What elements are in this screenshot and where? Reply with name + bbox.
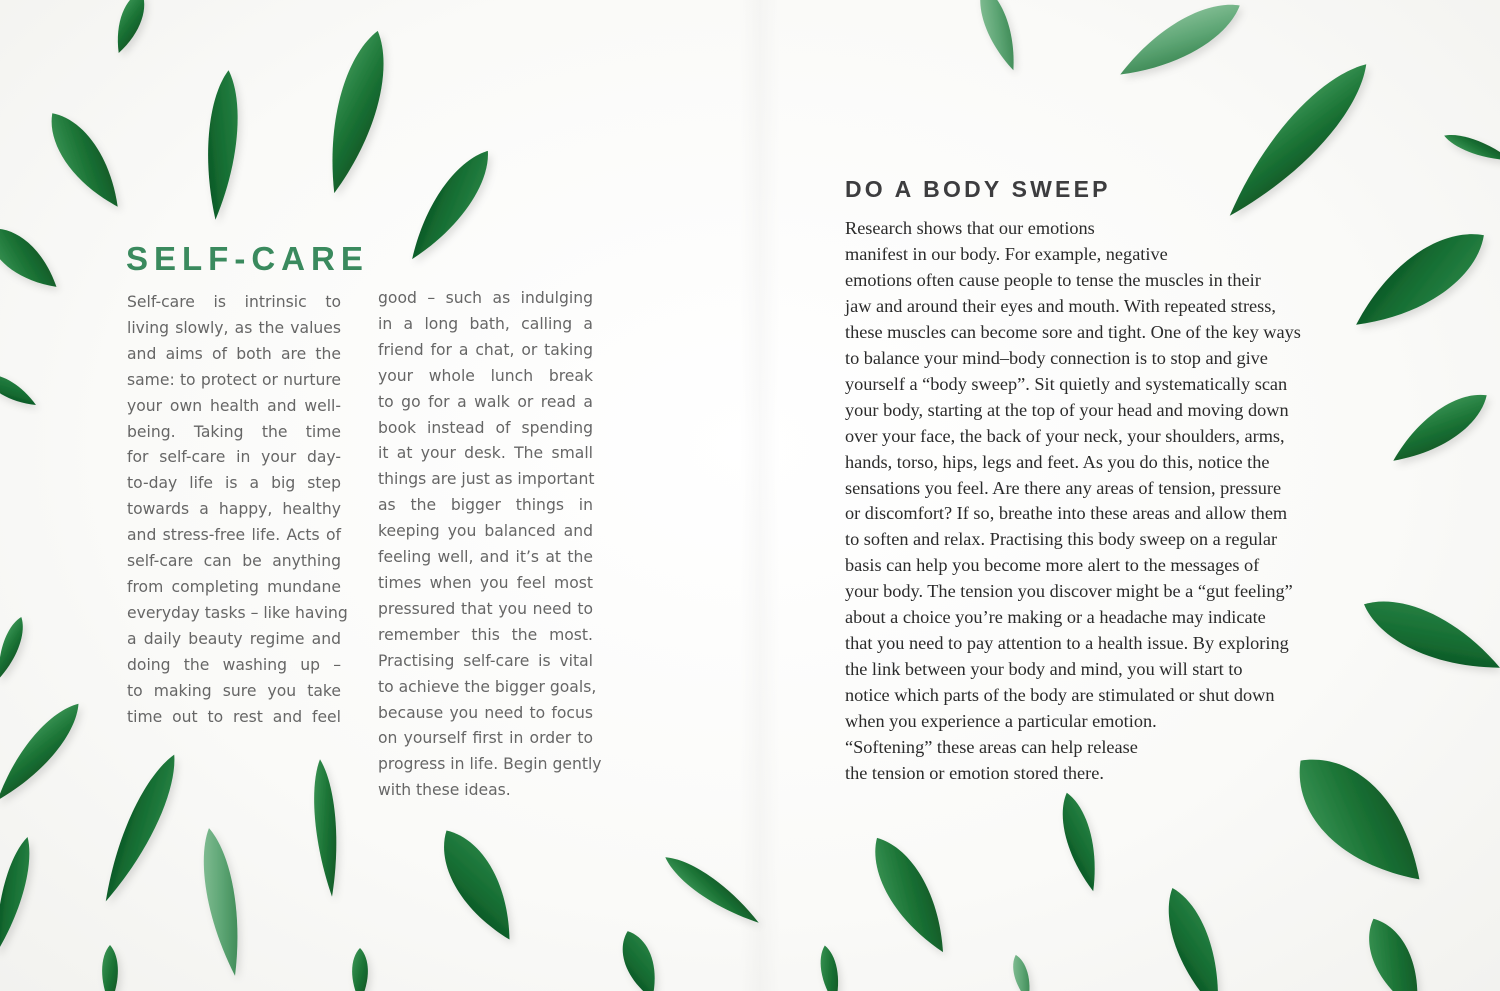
text-line: Research shows that our emotions	[845, 218, 1095, 238]
text-line: and aims of both are the	[127, 344, 341, 363]
text-line: because you need to focus	[378, 703, 593, 722]
leaf-icon	[1215, 51, 1382, 230]
text-line: on yourself first in order to	[378, 729, 593, 748]
text-line: to making sure you take	[127, 681, 341, 700]
text-line: Practising self-care is vital	[378, 651, 593, 670]
text-line: good – such as indulging	[378, 289, 593, 307]
text-line: things are just as important	[378, 470, 595, 489]
text-line: over your face, the back of your neck, your shoulders, arms,	[845, 425, 1285, 446]
text-line: to balance your mind–body connection is to stop and give	[845, 347, 1268, 368]
text-line: pressured that you need to	[378, 599, 593, 618]
text-line: doing the washing up –	[127, 655, 341, 674]
leaf-icon	[399, 142, 501, 268]
leaf-icon	[817, 944, 843, 991]
body-sweep-text	[845, 216, 1335, 787]
text-line: it at your desk. The small	[378, 444, 593, 463]
leaf-icon	[659, 849, 764, 931]
text-line: friend for a chat, or taking	[378, 340, 593, 359]
text-line: to go for a walk or read a	[378, 392, 593, 411]
text-line: the link between your body and mind, you will start to	[845, 659, 1243, 680]
text-line: to achieve the bigger goals,	[378, 677, 597, 696]
leaf-icon	[0, 695, 89, 809]
leaf-icon	[0, 368, 40, 412]
text-line: your body. The tension you discover might be a “gut feeling”	[845, 581, 1293, 602]
text-line: sensations you feel. Are there any areas of tension, pressure	[845, 477, 1282, 498]
text-line: your own health and well-	[127, 396, 341, 415]
leaf-icon	[0, 217, 67, 299]
text-line: about a choice you’re making or a headache may indicate	[845, 607, 1266, 628]
text-line: Self-care is intrinsic to	[127, 293, 341, 311]
text-line: yourself a “body sweep”. Sit quietly and systematically scan	[845, 373, 1288, 394]
text-line: keeping you balanced and	[378, 522, 593, 541]
leaf-icon	[38, 104, 131, 217]
leaf-icon	[1157, 882, 1234, 991]
leaf-icon	[202, 69, 243, 221]
text-line: same: to protect or nurture	[127, 370, 341, 389]
leaf-icon	[94, 749, 187, 907]
leaf-icon	[0, 614, 29, 681]
text-line: self-care can be anything	[127, 552, 341, 571]
leaf-icon	[1442, 129, 1500, 166]
leaf-icon	[0, 834, 37, 955]
leaf-icon	[1009, 953, 1034, 991]
text-line: a daily beauty regime and	[127, 629, 341, 648]
leaf-icon	[1055, 790, 1105, 895]
leaf-icon	[310, 758, 342, 897]
text-line: with these ideas.	[378, 781, 511, 800]
leaf-icon	[1343, 216, 1498, 344]
leaf-icon	[429, 820, 527, 949]
leaf-icon	[972, 0, 1024, 74]
leaf-icon	[1112, 0, 1248, 89]
text-line: or discomfort? If so, breathe into these areas and allow them	[845, 503, 1288, 524]
text-line: notice which parts of the body are stimulated or shut down	[845, 685, 1275, 706]
text-line: to-day life is a big step	[127, 474, 341, 493]
text-line: jaw and around their eyes and mouth. With repeated stress,	[845, 295, 1276, 316]
text-line: times when you feel most	[378, 573, 593, 592]
leaf-icon	[860, 828, 959, 961]
text-line: and stress-free life. Acts of	[127, 526, 341, 545]
leaf-icon	[615, 927, 665, 991]
text-line: feeling well, and it’s at the	[378, 548, 593, 567]
text-line: progress in life. Begin gently	[378, 755, 602, 774]
text-line: that you need to pay attention to a health issue. By exploring	[845, 633, 1289, 654]
text-line: basis can help you become more alert to the messages of	[845, 555, 1260, 576]
text-line: to soften and relax. Practising this body sweep on a regular	[845, 529, 1278, 550]
leaf-icon	[316, 26, 396, 198]
text-line: “Softening” these areas can help release	[845, 737, 1138, 758]
text-line: hands, torso, hips, legs and feet. As you do this, notice the	[845, 451, 1270, 472]
text-line: manifest in our body. For example, negative	[845, 243, 1168, 264]
text-line: living slowly, as the values	[127, 318, 341, 337]
leaf-icon	[1357, 911, 1433, 991]
text-line: as the bigger things in	[378, 496, 593, 515]
text-line: for self-care in your day-	[127, 448, 341, 467]
leaf-icon	[1355, 586, 1500, 686]
leaf-icon	[109, 0, 151, 56]
self-care-heading: SELF-CARE	[126, 240, 369, 277]
leaf-icon	[1384, 382, 1495, 473]
text-line: when you experience a particular emotion.	[845, 711, 1157, 732]
text-line: these muscles can become sore and tight. One of the key ways	[845, 321, 1301, 342]
text-line: emotions often cause people to tense the muscles in their	[845, 269, 1261, 290]
text-line: your body, starting at the top of your head and moving down	[845, 399, 1289, 420]
self-care-column-2	[378, 286, 602, 804]
leaf-icon	[352, 948, 368, 991]
text-line: the tension or emotion stored there.	[845, 763, 1104, 784]
leaf-icon	[196, 826, 249, 978]
self-care-column-1	[127, 290, 348, 730]
leaf-icon	[102, 945, 118, 991]
text-line: from completing mundane	[127, 577, 341, 596]
body-sweep-heading: DO A BODY SWEEP	[845, 176, 1111, 202]
text-line: towards a happy, healthy	[127, 500, 341, 519]
text-line: in a long bath, calling a	[378, 314, 593, 333]
text-line: everyday tasks – like having	[127, 603, 348, 622]
text-line: remember this the most.	[378, 625, 593, 644]
text-line: time out to rest and feel	[127, 707, 341, 726]
text-line: being. Taking the time	[127, 422, 341, 441]
text-line: book instead of spending	[378, 418, 593, 437]
text-line: your whole lunch break	[378, 366, 593, 385]
